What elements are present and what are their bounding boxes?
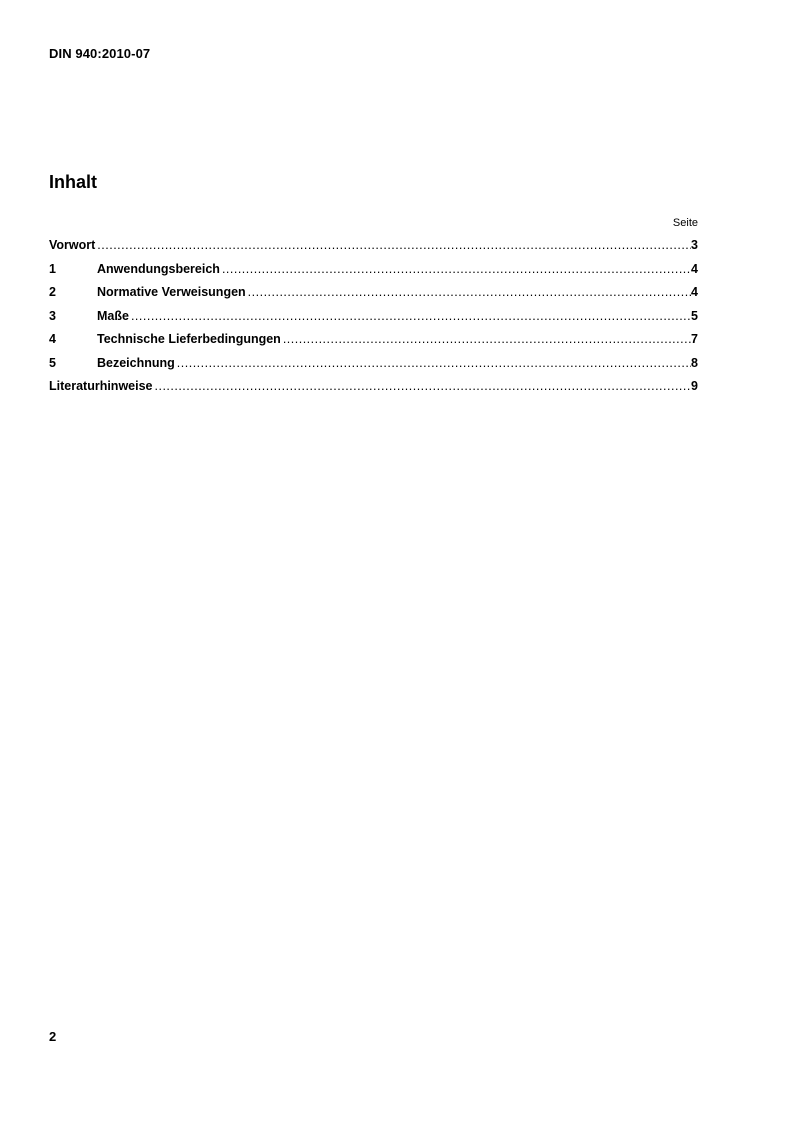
toc-entry-label: Vorwort [49, 238, 96, 252]
toc-entry-label: Technische Lieferbedingungen [97, 332, 281, 346]
page-number: 2 [49, 1029, 57, 1044]
toc-entry-vorwort[interactable] [49, 237, 698, 261]
toc-leader-dots [95, 237, 691, 254]
toc-entry-label: Anwendungsbereich [97, 261, 220, 276]
toc-title: Inhalt [49, 172, 97, 192]
toc-entry-page: 3 [691, 238, 698, 252]
page-column-label: Seite [672, 217, 698, 229]
toc-entry-anwendungsbereich[interactable] [49, 261, 698, 285]
toc-entry-bezeichnung[interactable] [49, 355, 698, 379]
toc-leader-dots [175, 355, 691, 372]
toc-entry-number: 3 [49, 308, 56, 323]
toc-entry-normative-verweisungen[interactable] [49, 284, 698, 308]
toc-leader-dots [129, 308, 691, 325]
toc-entry-page: 5 [691, 308, 698, 323]
toc-entry-label: Literaturhinweise [49, 379, 153, 393]
toc-entry-number: 4 [49, 332, 56, 346]
toc-leader-dots [153, 378, 692, 395]
toc-entry-label: Bezeichnung [97, 355, 175, 370]
toc-entry-page: 4 [691, 285, 698, 299]
toc-entry-page: 8 [691, 355, 698, 370]
toc-entry-number: 1 [49, 261, 56, 276]
toc-entry-masse[interactable] [49, 308, 698, 332]
toc-entry-label: Normative Verweisungen [97, 285, 246, 299]
toc-entry-number: 2 [49, 285, 56, 299]
toc-entry-number: 5 [49, 355, 56, 370]
toc-entry-page: 7 [691, 332, 698, 346]
toc-leader-dots [246, 284, 691, 301]
table-of-contents [49, 214, 698, 402]
document-id: DIN 940:2010-07 [49, 46, 151, 61]
toc-entry-literaturhinweise[interactable] [49, 378, 698, 402]
toc-entry-label: Maße [97, 308, 129, 323]
toc-entry-technische-lieferbedingungen[interactable] [49, 331, 698, 355]
toc-leader-dots [281, 331, 691, 348]
toc-entry-page: 9 [691, 379, 698, 393]
toc-entry-page: 4 [691, 261, 698, 276]
toc-leader-dots [220, 261, 691, 278]
